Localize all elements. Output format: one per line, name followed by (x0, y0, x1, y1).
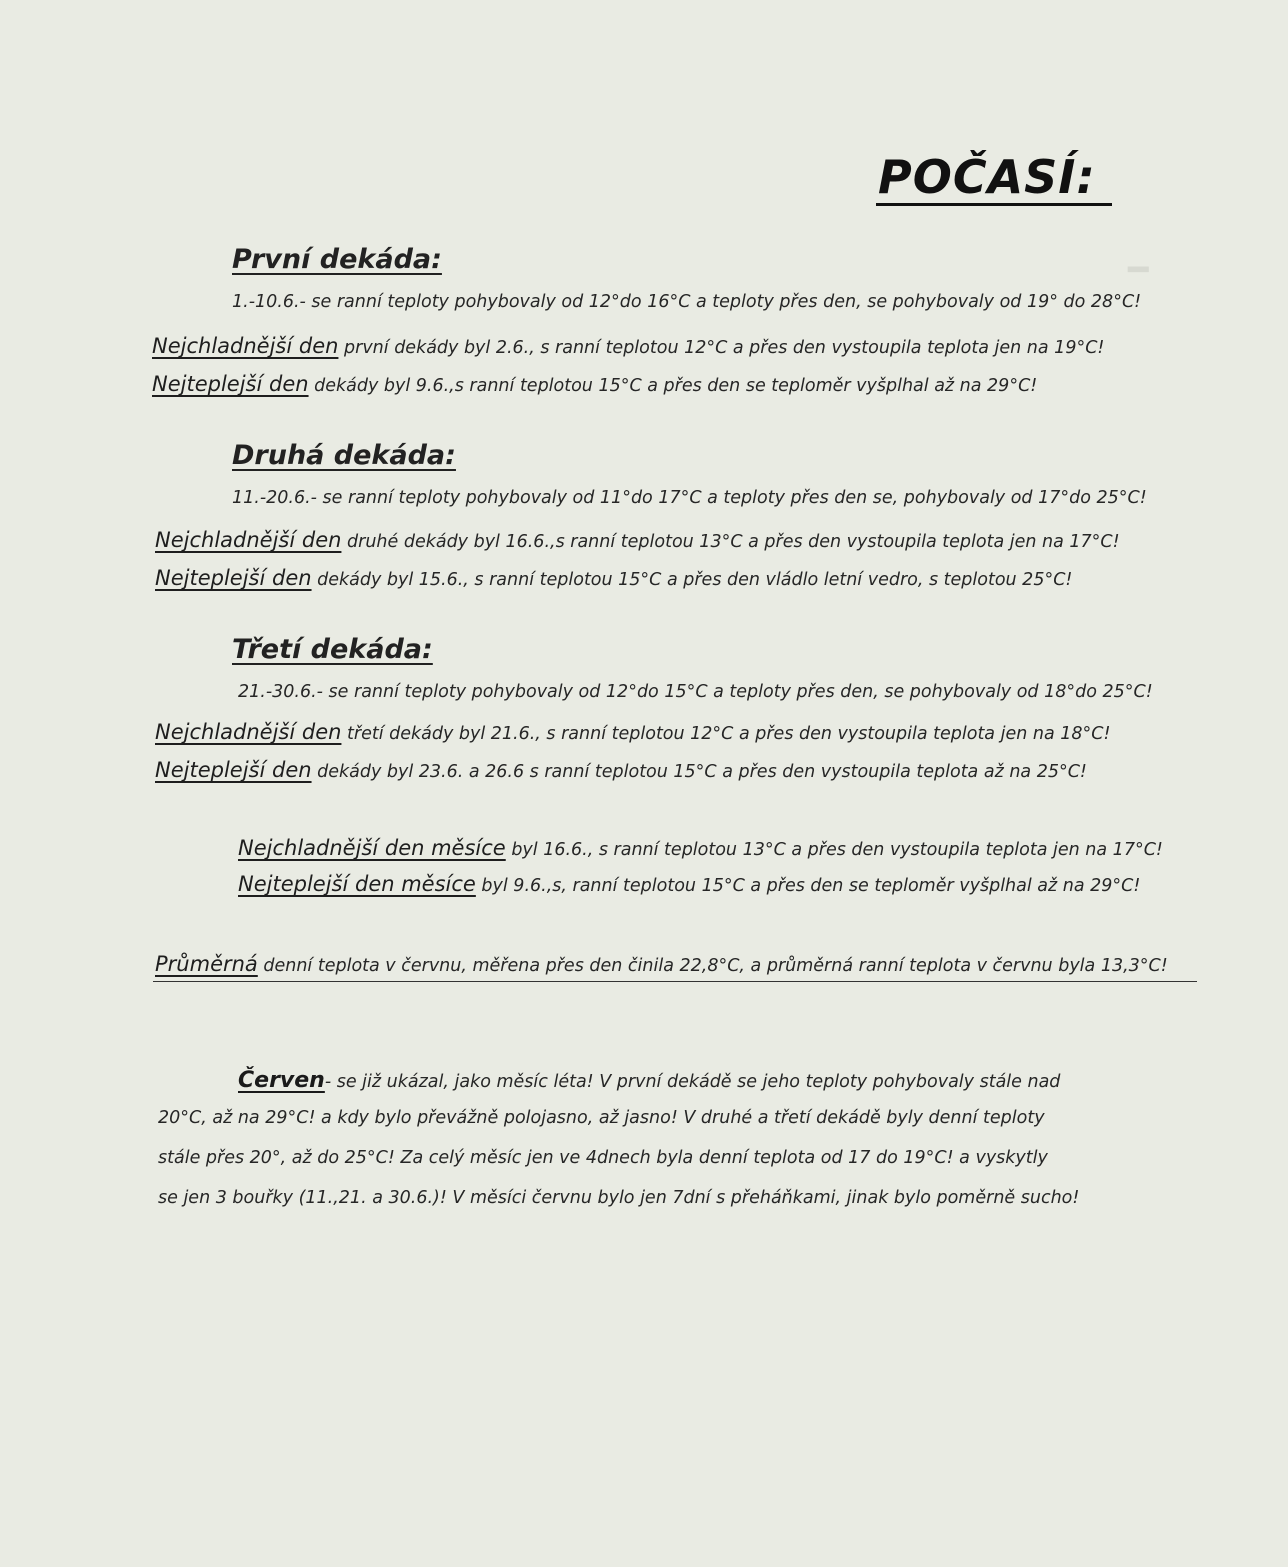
month-warmest-label: Nejteplejší den měsíce (238, 872, 476, 896)
warmest-text: dekády byl 15.6., s ranní teplotou 15°C a přes den vládlo letní vedro, s teplotou 25°C! (317, 570, 1073, 590)
warmest-label: Nejteplejší den (155, 566, 312, 590)
title-underline (876, 203, 1112, 206)
decade-3-warmest (155, 758, 1087, 782)
coldest-label: Nejchladnější den (155, 720, 342, 744)
decade-2-warmest (155, 566, 1072, 590)
month-warmest-text: byl 9.6.,s, ranní teplotou 15°C a přes den se teploměr vyšplhal až na 29°C! (481, 876, 1141, 896)
decade-3-heading: Třetí dekáda: (232, 634, 433, 665)
summary-text-1: - se již ukázal, jako měsíc léta! V první dekádě se jeho teploty pohybovaly stále nad (324, 1072, 1061, 1092)
decade-3-coldest (155, 720, 1111, 744)
decade-1-range: 1.-10.6.- se ranní teploty pohybovaly od 12°do 16°C a teploty přes den, se pohybovaly od 19° do 28°C! (232, 292, 1142, 312)
warmest-text: dekády byl 9.6.,s ranní teplotou 15°C a přes den se teploměr vyšplhal až na 29°C! (314, 376, 1038, 396)
month-coldest (238, 836, 1163, 860)
warmest-label: Nejteplejší den (152, 372, 309, 396)
coldest-text: třetí dekády byl 21.6., s ranní teplotou 12°C a přes den vystoupila teplota jen na 18°C! (347, 724, 1111, 744)
decade-2-coldest (155, 528, 1120, 552)
month-coldest-text: byl 16.6., s ranní teplotou 13°C a přes den vystoupila teplota jen na 17°C! (511, 840, 1163, 860)
average-temperature (155, 952, 1168, 976)
decade-1-warmest (152, 372, 1037, 396)
average-text: denní teplota v červnu, měřena přes den činila 22,8°C, a průměrná ranní teplota v červnu byla 13,3°C! (263, 956, 1168, 976)
decade-2-range: 11.-20.6.- se ranní teploty pohybovaly od 11°do 17°C a teploty přes den se, pohybovaly od 17°do 25°C! (232, 488, 1147, 508)
month-coldest-label: Nejchladnější den měsíce (238, 836, 506, 860)
coldest-label: Nejchladnější den (155, 528, 342, 552)
average-underline (153, 981, 1197, 982)
coldest-text: první dekády byl 2.6., s ranní teplotou 12°C a přes den vystoupila teplota jen na 19°C! (344, 338, 1105, 358)
summary-line-3: stále přes 20°, až do 25°C! Za celý měsíc jen ve 4dnech byla denní teplota od 17 do 19°C! a vyskytly (158, 1148, 1048, 1168)
warmest-text: dekády byl 23.6. a 26.6 s ranní teplotou 15°C a přes den vystoupila teplota až na 25°C! (317, 762, 1087, 782)
decade-1-heading: První dekáda: (232, 244, 442, 275)
average-label: Průměrná (155, 952, 258, 976)
summary-line-2: 20°C, až na 29°C! a kdy bylo převážně polojasno, až jasno! V druhé a třetí dekádě byly denní teploty (158, 1108, 1045, 1128)
coldest-text: druhé dekády byl 16.6.,s ranní teplotou 13°C a přes den vystoupila teplota jen na 17°C! (347, 532, 1120, 552)
coldest-label: Nejchladnější den (152, 334, 339, 358)
summary-line-1 (238, 1068, 1060, 1093)
decade-2-heading: Druhá dekáda: (232, 440, 456, 471)
warmest-label: Nejteplejší den (155, 758, 312, 782)
summary-label: Červen (238, 1068, 325, 1093)
decade-1-coldest (152, 334, 1104, 358)
page-title: POČASÍ: (878, 150, 1096, 204)
show-through-decoration: ━ (1128, 252, 1149, 289)
decade-3-range: 21.-30.6.- se ranní teploty pohybovaly od 12°do 15°C a teploty přes den, se pohybovaly od 18°do 25°C! (238, 682, 1153, 702)
month-warmest (238, 872, 1140, 896)
summary-line-4: se jen 3 bouřky (11.,21. a 30.6.)! V měsíci červnu bylo jen 7dní s přeháňkami, jinak bylo poměrně sucho! (158, 1188, 1080, 1208)
